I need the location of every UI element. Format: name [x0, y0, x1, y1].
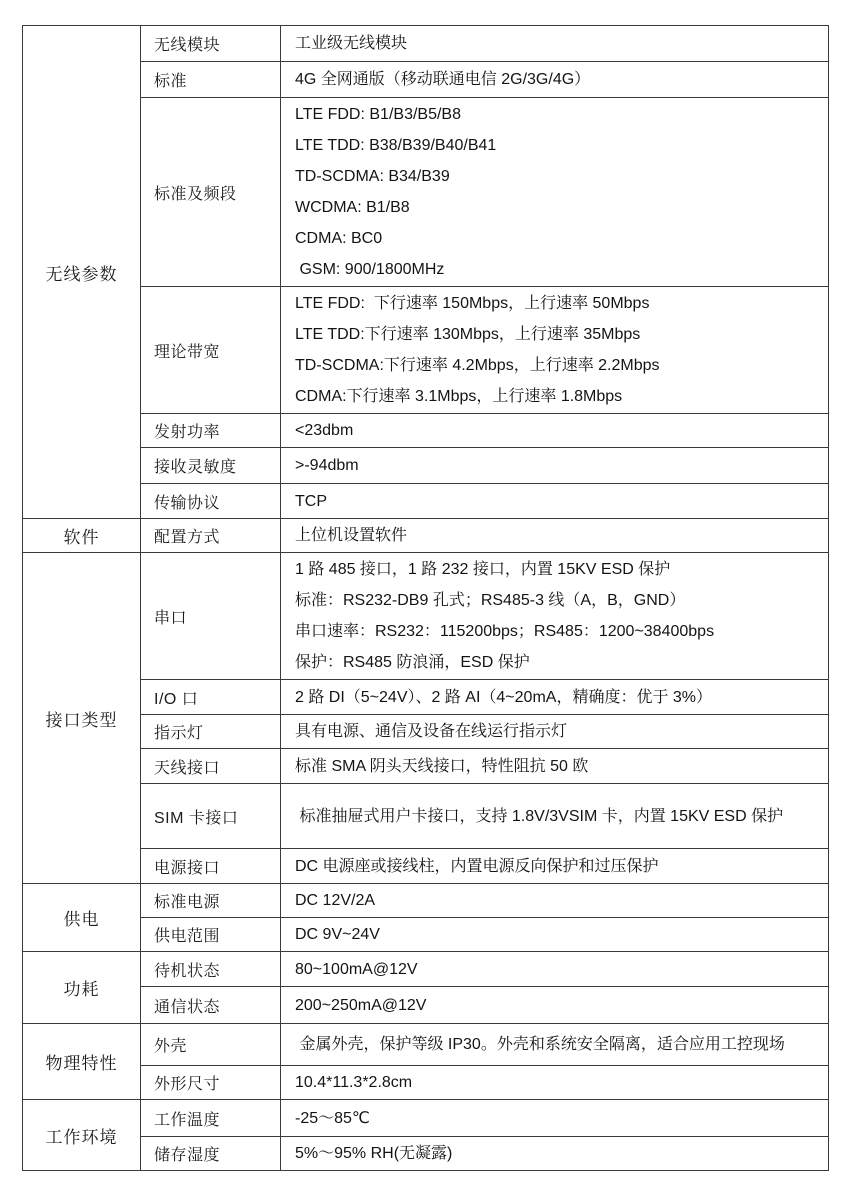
spec-row [23, 987, 829, 1024]
spec-row [23, 1137, 829, 1171]
value-line: CDMA:下行速率 3.1Mbps，上行速率 1.8Mbps [295, 388, 623, 405]
value-line: 标准抽屉式用户卡接口，支持 1.8V/3VSIM 卡，内置 15KV ESD 保护 [295, 807, 784, 825]
parameter-label-cell: 接收灵敏度 [141, 448, 281, 484]
parameter-label-cell: I/O 口 [141, 680, 281, 715]
parameter-value-cell [281, 1024, 829, 1066]
parameter-value-cell [281, 287, 829, 414]
value-line: <23dbm [295, 422, 354, 439]
parameter-label-cell: 通信状态 [141, 987, 281, 1024]
value-line: GSM: 900/1800MHz [295, 261, 445, 278]
spec-row [23, 448, 829, 484]
spec-row [23, 414, 829, 448]
value-line: 串口速率：RS232：115200bps；RS485：1200~38400bps [295, 623, 715, 640]
value-line: TCP [295, 492, 327, 510]
parameter-label-cell: 标准 [141, 62, 281, 98]
spec-row [23, 715, 829, 749]
value-line: 标准 SMA 阴头天线接口，特性阻抗 50 欧 [295, 757, 589, 775]
parameter-value-cell [281, 987, 829, 1024]
value-line: >-94dbm [295, 457, 359, 474]
value-line: TD-SCDMA: B34/B39 [295, 168, 450, 185]
parameter-value-cell [281, 849, 829, 884]
value-line: 10.4*11.3*2.8cm [295, 1074, 413, 1091]
value-line: DC 9V~24V [295, 926, 380, 943]
spec-row [23, 287, 829, 414]
parameter-value-cell [281, 484, 829, 519]
spec-row [23, 26, 829, 62]
value-line: DC 12V/2A [295, 892, 376, 909]
value-line: 4G 全网通版（移动联通电信 2G/3G/4G） [295, 71, 591, 88]
category-cell: 接口类型 [23, 553, 141, 884]
category-cell: 无线参数 [23, 26, 141, 519]
parameter-value-cell [281, 884, 829, 918]
parameter-label-cell: 标准电源 [141, 884, 281, 918]
value-line: 工业级无线模块 [295, 35, 408, 52]
value-line: LTE TDD:下行速率 130Mbps，上行速率 35Mbps [295, 326, 641, 343]
parameter-value-cell [281, 680, 829, 715]
spec-row [23, 884, 829, 918]
value-line: 200~250mA@12V [295, 996, 427, 1014]
parameter-value-cell [281, 952, 829, 987]
value-line: LTE TDD: B38/B39/B40/B41 [295, 137, 497, 154]
parameter-label-cell: 标准及频段 [141, 98, 281, 287]
parameter-value-cell [281, 1137, 829, 1171]
parameter-value-cell [281, 1100, 829, 1137]
value-line: LTE FDD: 下行速率 150Mbps，上行速率 50Mbps [295, 295, 650, 312]
value-line: 保护：RS485 防浪涌，ESD 保护 [295, 654, 530, 671]
parameter-label-cell: 待机状态 [141, 952, 281, 987]
value-line: 5%～95% RH(无凝露) [295, 1145, 453, 1162]
value-line: LTE FDD: B1/B3/B5/B8 [295, 106, 461, 123]
parameter-value-cell [281, 715, 829, 749]
parameter-value-cell [281, 553, 829, 680]
spec-row [23, 1100, 829, 1137]
parameter-label-cell: 外壳 [141, 1024, 281, 1066]
spec-row [23, 553, 829, 680]
value-line: -25～85℃ [295, 1109, 370, 1127]
parameter-label-cell: 工作温度 [141, 1100, 281, 1137]
parameter-label-cell: 指示灯 [141, 715, 281, 749]
spec-row [23, 784, 829, 849]
category-cell: 工作环境 [23, 1100, 141, 1171]
parameter-label-cell: 储存湿度 [141, 1137, 281, 1171]
value-line: TD-SCDMA:下行速率 4.2Mbps，上行速率 2.2Mbps [295, 357, 660, 374]
value-line: 标准：RS232-DB9 孔式；RS485-3 线（A，B，GND） [295, 592, 686, 609]
spec-row [23, 952, 829, 987]
parameter-label-cell: 传输协议 [141, 484, 281, 519]
category-cell: 物理特性 [23, 1024, 141, 1100]
parameter-label-cell: SIM 卡接口 [141, 784, 281, 849]
parameter-label-cell: 发射功率 [141, 414, 281, 448]
parameter-value-cell [281, 1066, 829, 1100]
parameter-value-cell [281, 414, 829, 448]
parameter-label-cell: 电源接口 [141, 849, 281, 884]
spec-row [23, 849, 829, 884]
spec-row [23, 749, 829, 784]
spec-row [23, 62, 829, 98]
parameter-value-cell [281, 519, 829, 553]
spec-row [23, 1066, 829, 1100]
parameter-label-cell: 配置方式 [141, 519, 281, 553]
value-line: 具有电源、通信及设备在线运行指示灯 [295, 723, 568, 740]
category-cell: 软件 [23, 519, 141, 553]
value-line: WCDMA: B1/B8 [295, 199, 410, 216]
value-line: 金属外壳，保护等级 IP30。外壳和系统安全隔离，适合应用工控现场 [295, 1036, 785, 1053]
value-line: 上位机设置软件 [295, 527, 408, 544]
parameter-label-cell: 无线模块 [141, 26, 281, 62]
parameter-value-cell [281, 918, 829, 952]
value-line: 80~100mA@12V [295, 960, 418, 978]
parameter-value-cell [281, 26, 829, 62]
value-line: 1 路 485 接口，1 路 232 接口，内置 15KV ESD 保护 [295, 561, 671, 578]
value-line: 2 路 DI（5~24V）、2 路 AI（4~20mA，精确度：优于 3%） [295, 688, 713, 706]
spec-row [23, 918, 829, 952]
parameter-value-cell [281, 62, 829, 98]
parameter-value-cell [281, 98, 829, 287]
parameter-label-cell: 天线接口 [141, 749, 281, 784]
device-spec-table [22, 25, 829, 1171]
parameter-label-cell: 供电范围 [141, 918, 281, 952]
spec-row [23, 1024, 829, 1066]
parameter-value-cell [281, 448, 829, 484]
parameter-label-cell: 串口 [141, 553, 281, 680]
category-cell: 供电 [23, 884, 141, 952]
parameter-value-cell [281, 749, 829, 784]
value-line: CDMA: BC0 [295, 230, 383, 247]
value-line: DC 电源座或接线柱，内置电源反向保护和过压保护 [295, 857, 659, 875]
parameter-label-cell: 理论带宽 [141, 287, 281, 414]
spec-row [23, 680, 829, 715]
parameter-label-cell: 外形尺寸 [141, 1066, 281, 1100]
parameter-value-cell [281, 784, 829, 849]
spec-row [23, 519, 829, 553]
spec-row [23, 484, 829, 519]
spec-row [23, 98, 829, 287]
category-cell: 功耗 [23, 952, 141, 1024]
